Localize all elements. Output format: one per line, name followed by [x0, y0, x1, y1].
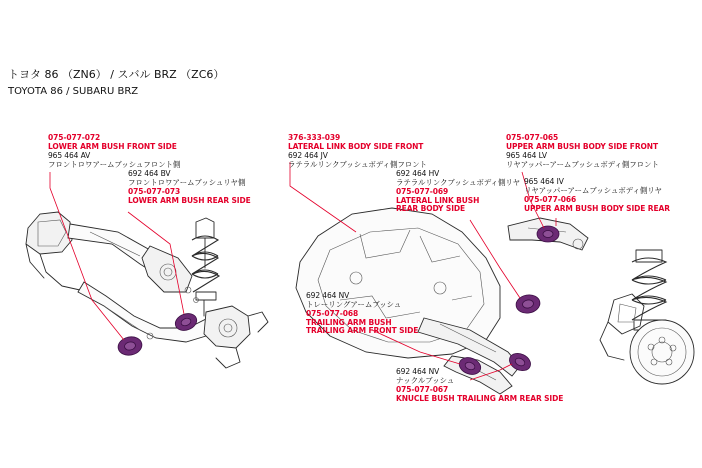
callout-upper-arm-bush-body-side-front — [506, 134, 659, 169]
callout-line: 075-077-073 — [128, 186, 181, 196]
callout-line: REAR BODY SIDE — [396, 204, 466, 214]
callout-knucle-bush-trailing-arm-rear-side — [396, 368, 563, 403]
callout-lower-arm-bush-rear-side — [128, 170, 251, 205]
callout-line: UPPER ARM BUSH BODY SIDE FRONT — [506, 141, 658, 151]
callout-trailing-arm-bush-front-side — [306, 292, 418, 336]
callout-line: フロントロワアームブッシュフロント側 — [48, 159, 181, 169]
callout-lateral-link-body-side-front — [288, 134, 427, 169]
callout-line: 692 464 NV — [396, 367, 440, 376]
title-english: TOYOTA 86 / SUBARU BRZ — [8, 85, 139, 97]
callout-line: TRAILING ARM FRONT SIDE — [306, 326, 419, 336]
callout-line: 965 464 LV — [506, 150, 547, 160]
callout-line: 692 464 JV — [288, 150, 328, 160]
front-suspension-assembly — [26, 212, 268, 368]
callout-line: 075-077-067 — [396, 384, 449, 394]
callout-line: リヤアッパーアームブッシュボディ側フロント — [506, 159, 659, 169]
callout-line: 075-077-072 — [48, 133, 101, 142]
title-japanese: トヨタ 86 （ZN6） / スバル BRZ （ZC6） — [8, 68, 225, 81]
callout-line: 075-077-066 — [524, 194, 577, 204]
callout-line: LATERAL LINK BUSH — [396, 195, 480, 205]
callout-upper-arm-bush-body-side-rear — [524, 178, 670, 213]
callout-line: ナックルブッシュ — [396, 375, 455, 385]
callout-line: 075-077-069 — [396, 186, 449, 196]
callout-line: KNUCLE BUSH TRAILING ARM REAR SIDE — [396, 393, 564, 403]
callout-line: LOWER ARM BUSH REAR SIDE — [128, 195, 251, 205]
callout-line: UPPER ARM BUSH BODY SIDE REAR — [524, 203, 670, 213]
callout-lateral-link-bush-rear-body-side — [396, 170, 520, 214]
callout-line: 965 464 AV — [48, 150, 91, 160]
callout-line: LATERAL LINK BODY SIDE FRONT — [288, 141, 424, 151]
callout-line: LOWER ARM BUSH FRONT SIDE — [48, 141, 177, 151]
callout-line: ラテラルリンクブッシュボディ側リヤ — [396, 177, 520, 187]
callout-line: ラテラルリンクブッシュボディ側フロント — [288, 159, 427, 169]
callout-lower-arm-bush-front-side — [48, 134, 180, 169]
callout-line: 692 464 BV — [128, 169, 171, 178]
callout-line: 692 464 HV — [396, 169, 440, 178]
callout-line: TRAILING ARM BUSH — [306, 317, 392, 327]
callout-line: 075-077-068 — [306, 308, 359, 318]
callout-line: 965 464 IV — [524, 177, 564, 186]
callout-line: 376-333-039 — [288, 133, 341, 142]
callout-line: 692 464 NV — [306, 291, 350, 300]
callout-line: リヤアッパーアームブッシュボディ側リヤ — [524, 185, 662, 195]
callout-line: 075-077-065 — [506, 133, 559, 142]
callout-line: トレーリングアームブッシュ — [306, 299, 402, 309]
callout-line: フロントロワアームブッシュリヤ側 — [128, 177, 246, 187]
